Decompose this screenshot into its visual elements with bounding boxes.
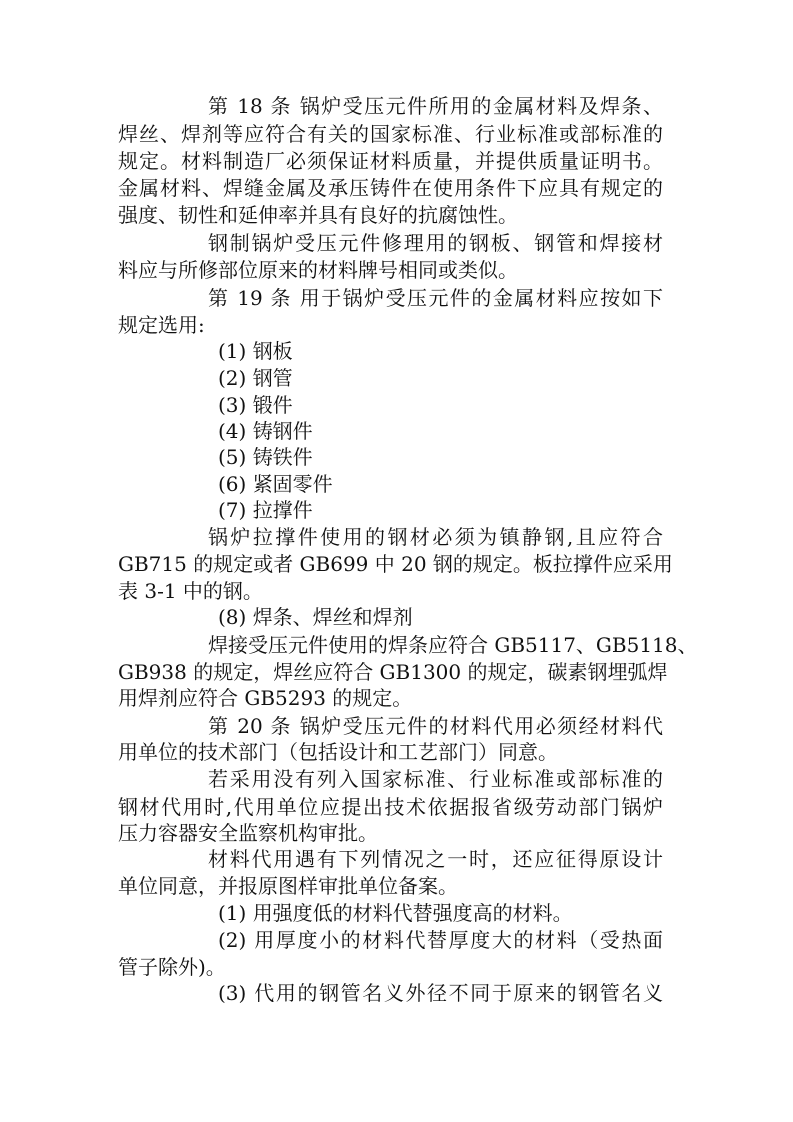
text-line: 材料代用遇有下列情况之一时，还应征得原设计 — [208, 847, 663, 871]
text-line: 用焊剂应符合 GB5293 的规定。 — [118, 686, 413, 710]
list-item-line: (1) 用强度低的材料代替强度高的材料。 — [218, 901, 573, 925]
text-line: 压力容器安全监察机构审批。 — [118, 821, 378, 845]
list-item-line: (8) 焊条、焊丝和焊剂 — [218, 605, 413, 629]
text-line: 第 20 条 锅炉受压元件的材料代用必须经材料代 — [208, 714, 663, 738]
list-item-line: (1) 钢板 — [218, 339, 293, 363]
text-line: 焊丝、焊剂等应符合有关的国家标准、行业标准或部标准的 — [118, 122, 663, 146]
text-line: 钢制锅炉受压元件修理用的钢板、钢管和焊接材 — [208, 231, 663, 255]
list-item-line: (5) 铸铁件 — [218, 445, 313, 469]
list-item-line: (3) 代用的钢管名义外径不同于原来的钢管名义 — [218, 981, 663, 1005]
list-item-line: (7) 拉撑件 — [218, 498, 313, 522]
text-line: GB715 的规定或者 GB699 中 20 钢的规定。板拉撑件应采用 — [118, 552, 673, 576]
text-line: 单位同意，并报原图样审批单位备案。 — [118, 874, 458, 898]
text-line: 规定。材料制造厂必须保证材料质量，并提供质量证明书。 — [118, 149, 663, 173]
text-line: 用单位的技术部门（包括设计和工艺部门）同意。 — [118, 740, 558, 764]
list-item-line: (6) 紧固零件 — [218, 472, 333, 496]
text-line: 钢材代用时,代用单位应提出技术依据报省级劳动部门锅炉 — [118, 795, 663, 819]
text-line: 焊接受压元件使用的焊条应符合 GB5117、GB5118、 — [208, 633, 698, 657]
text-line: 表 3-1 中的钢。 — [118, 579, 263, 603]
text-line: 第 18 条 锅炉受压元件所用的金属材料及焊条、 — [208, 94, 663, 118]
text-line: GB938 的规定，焊丝应符合 GB1300 的规定，碳素钢埋弧焊 — [118, 660, 668, 684]
list-item-line: (3) 锻件 — [218, 393, 293, 417]
list-item-line: (2) 钢管 — [218, 366, 293, 390]
text-line: 强度、韧性和延伸率并具有良好的抗腐蚀性。 — [118, 203, 518, 227]
text-line: 料应与所修部位原来的材料牌号相同或类似。 — [118, 258, 518, 282]
text-line: 管子除外)。 — [118, 955, 226, 979]
list-item-line: (2) 用厚度小的材料代替厚度大的材料（受热面 — [218, 928, 663, 952]
text-line: 若采用没有列入国家标准、行业标准或部标准的 — [208, 767, 663, 791]
text-line: 规定选用: — [118, 313, 205, 337]
text-line: 第 19 条 用于锅炉受压元件的金属材料应按如下 — [208, 286, 663, 310]
text-line: 锅炉拉撑件使用的钢材必须为镇静钢,且应符合 — [208, 525, 663, 549]
list-item-line: (4) 铸钢件 — [218, 419, 313, 443]
text-line: 金属材料、焊缝金属及承压铸件在使用条件下应具有规定的 — [118, 176, 663, 200]
